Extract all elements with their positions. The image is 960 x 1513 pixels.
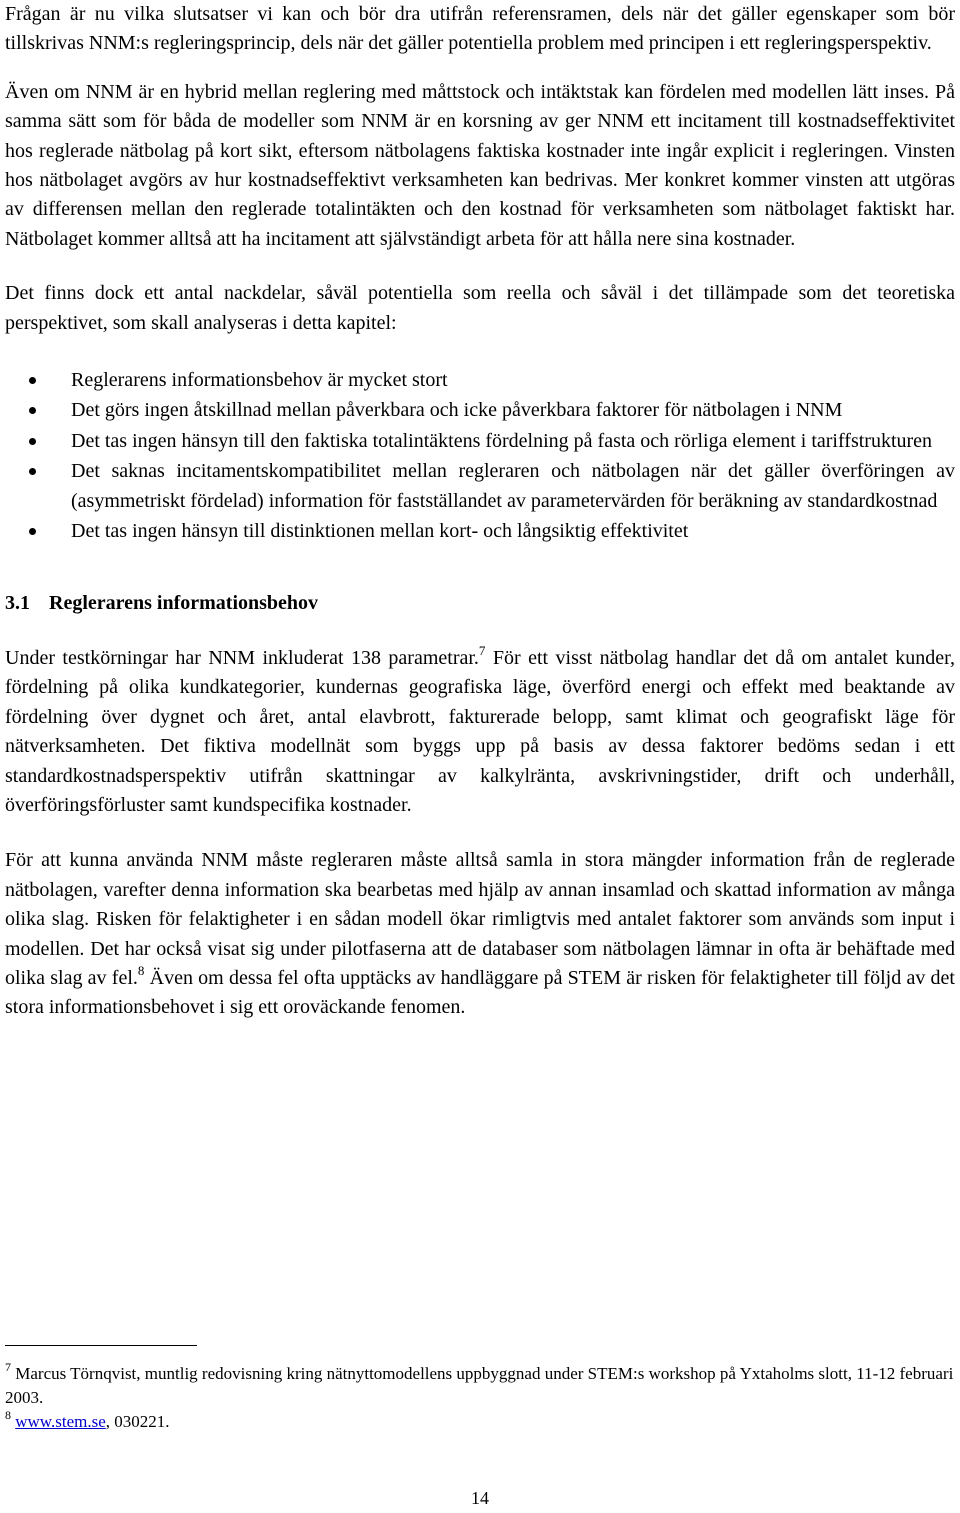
footnote-8: $^8$ www.stem.se, 030221. (5, 1408, 170, 1431)
section-heading (5, 589, 955, 618)
list-item: Det saknas incitamentskompatibilitet mellan regleraren och nätbolagen när det gäller överföringen av (asymmetriskt fördelad) information för fastställandet av parametervärden för beräkning av standardkostnad (5, 457, 955, 516)
footnotes (5, 1345, 955, 1434)
disadvantages-list (5, 366, 955, 546)
footnote-ref-8[interactable]: 8 (137, 962, 145, 978)
bullet-icon (29, 407, 36, 414)
footnote-divider (5, 1345, 197, 1346)
paragraph-information-risk: För att kunna använda NNM måste regleraren måste alltså samla in stora mängder information från de reglerade nätbolagen, varefter denna information ska bearbetas med hjälp av annan insamlad och skattad information av många olika slag. Risken för felaktigheter i en sådan modell ökar rimligtvis med antalet faktorer som används som input i modellen. Det har också visat sig under pilotfaserna att de databaser som nätbolagen lämnar in ofta är behäftade med olika slag av fel.$^8$ Även om dessa fel ofta upptäcks av handläggare på STEM är risken för felaktigheter till följd av det stora informationsbehovet i sig ett oroväckande fenomen. (5, 849, 955, 1019)
list-item: Det tas ingen hänsyn till distinktionen mellan kort- och långsiktig effektivitet (5, 517, 955, 546)
footnote-link[interactable]: www.stem.se (15, 1412, 106, 1431)
list-item: Det tas ingen hänsyn till den faktiska totalintäktens fördelning på fasta och rörliga element i tariffstrukturen (5, 427, 955, 456)
bullet-icon (29, 377, 36, 384)
document-body (5, 0, 955, 1023)
paragraph-intro: Frågan är nu vilka slutsatser vi kan och bör dra utifrån referensramen, dels när det gäller egenskaper som bör tillskrivas NNM:s regleringsprincip, dels när det gäller potentiella problem med principen i ett regleringsperspektiv. (5, 3, 955, 55)
section-title: Reglerarens informationsbehov (49, 591, 319, 614)
bullet-icon (29, 438, 36, 445)
footnote-7: $^7$ Marcus Törnqvist, muntlig redovisning kring nätnyttomodellens uppbyggnad under STEM:s workshop på Yxtaholms slott, 11-12 februari 2003. (5, 1360, 954, 1407)
paragraph-parameters: Under testkörningar har NNM inkluderat 138 parametrar.$^7$ För ett visst nätbolag handlar det då om antalet kunder, fördelning på olika kundkategorier, kundernas geografiska läge, överförd energi och effekt med beaktande av fördelning över dygnet och året, antal elavbrott, fakturerade belopp, samt klimat och geografiskt läge för nätverksamheten. Det fiktiva modellnät som byggs upp på basis av dessa faktorer bedöms sedan i ett standardkostnadsperspektiv utifrån skattningar av kalkylränta, avskrivningstider, drift och underhåll, överföringsförluster samt kundspecifika kostnader. (5, 642, 955, 816)
paragraph-advantages: Även om NNM är en hybrid mellan reglering med måttstock och intäktstak kan fördelen med modellen lätt inses. På samma sätt som för båda de modeller som NNM är en korsning av ger NNM ett incitament till kostnadseffektivitet hos reglerade nätbolag på kort sikt, eftersom nätbolagens faktiska kostnader inte ingår explicit i regleringen. Vinsten hos nätbolaget avgörs av hur kostnadseffektivt verksamheten kan bedrivas. Mer konkret kommer vinsten att utgöras av differensen mellan den reglerade totalintäkten och den kostnad för verksamheten som nätbolaget faktiskt har. Nätbolaget kommer alltså att ha incitament att självständigt arbeta för att hålla nere sina kostnader. (5, 80, 955, 250)
paragraph-disadvantages-intro: Det finns dock ett antal nackdelar, såväl potentiella som reella och såväl i det tillämpade som det teoretiska perspektivet, som skall analyseras i detta kapitel: (5, 282, 955, 334)
footnote-ref-7[interactable]: 7 (478, 642, 486, 658)
page-number: 14 (471, 1488, 489, 1508)
list-item: Det görs ingen åtskillnad mellan påverkbara och icke påverkbara faktorer för nätbolagen i NNM (5, 396, 955, 425)
bullet-icon (29, 468, 36, 475)
bullet-icon (29, 528, 36, 535)
section-number: 3.1 (5, 591, 30, 614)
list-item: Reglerarens informationsbehov är mycket stort (5, 366, 955, 395)
